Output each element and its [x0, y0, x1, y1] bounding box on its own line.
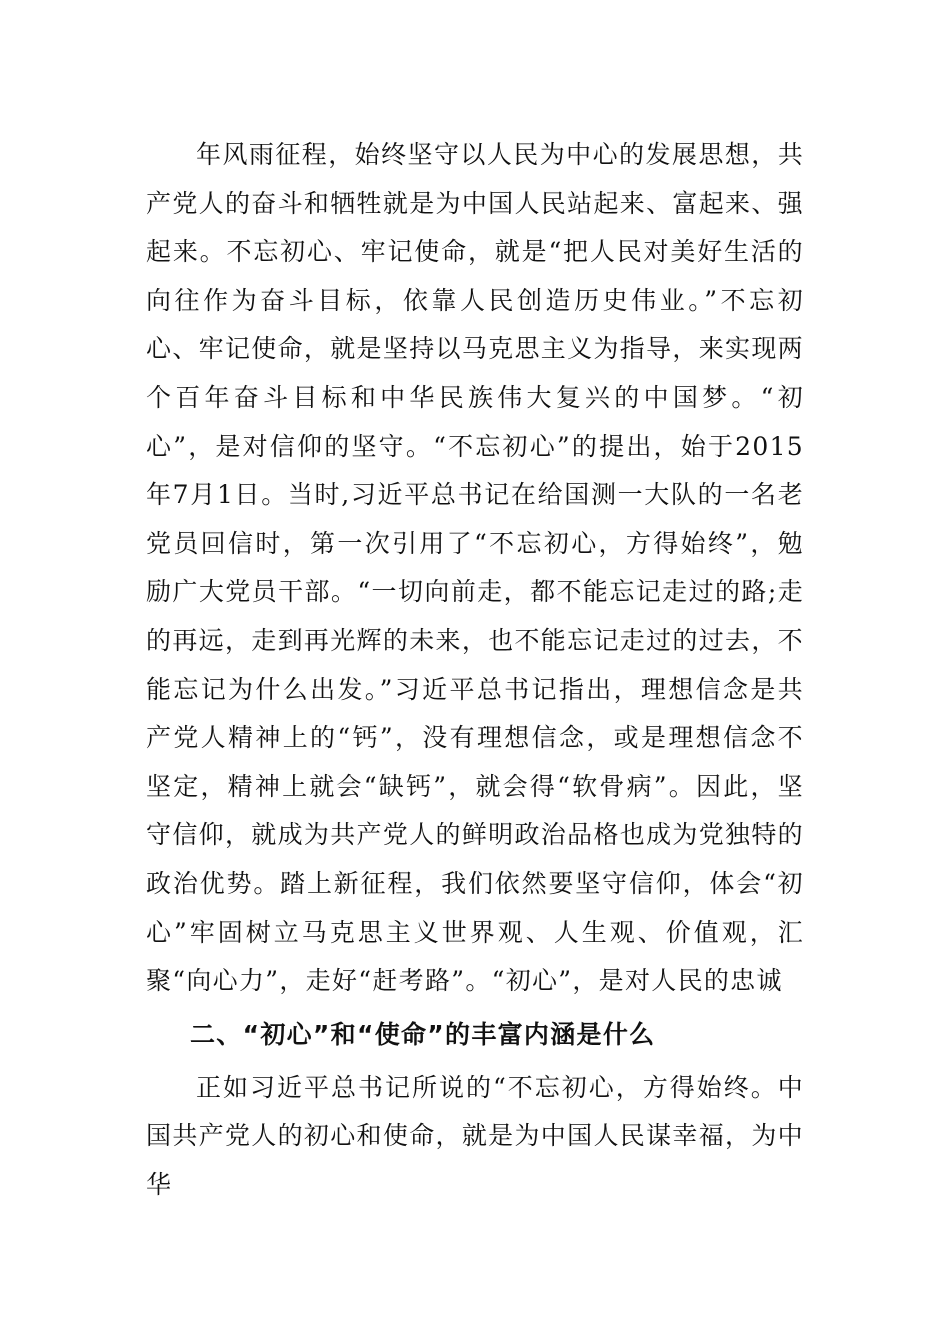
body-paragraph-2: 正如习近平总书记所说的“不忘初心，方得始终。中国共产党人的初心和使命，就是为中国人民谋幸福，为中华: [146, 1072, 804, 1199]
body-paragraph-1: 年风雨征程，始终坚守以人民为中心的发展思想，共产党人的奋斗和牺牲就是为中国人民站起来、富起来、强起来。不忘初心、牢记使命，就是“把人民对美好生活的向往作为奋斗目标，依靠人民创造历史伟业。”不忘初心、牢记使命，就是坚持以马克思主义为指导，来实现两个百年奋斗目标和中华民族伟大复兴的中国梦。“初心”，是对信仰的坚守。“不忘初心”的提出，始于2015年7月1日。当时,习近平总书记在给国测一大队的一名老党员回信时，第一次引用了“不忘初心，方得始终”，勉励广大党员干部。“一切向前走，都不能忘记走过的路;走的再远，走到再光辉的未来，也不能忘记走过的过去，不能忘记为什么出发。”习近平总书记指出，理想信念是共产党人精神上的“钙”，没有理想信念，或是理想信念不坚定，精神上就会“缺钙”，就会得“软骨病”。因此，坚守信仰，就成为共产党人的鲜明政治品格也成为党独特的政治优势。踏上新征程，我们依然要坚守信仰，体会“初心”牢固树立马克思主义世界观、人生观、价值观，汇聚“向心力”，走好“赶考路”。“初心”，是对人民的忠诚: [146, 140, 804, 996]
document-body: [146, 131, 804, 1209]
section-heading: 二、“初心”和“使命”的丰富内涵是什么: [190, 1019, 656, 1049]
